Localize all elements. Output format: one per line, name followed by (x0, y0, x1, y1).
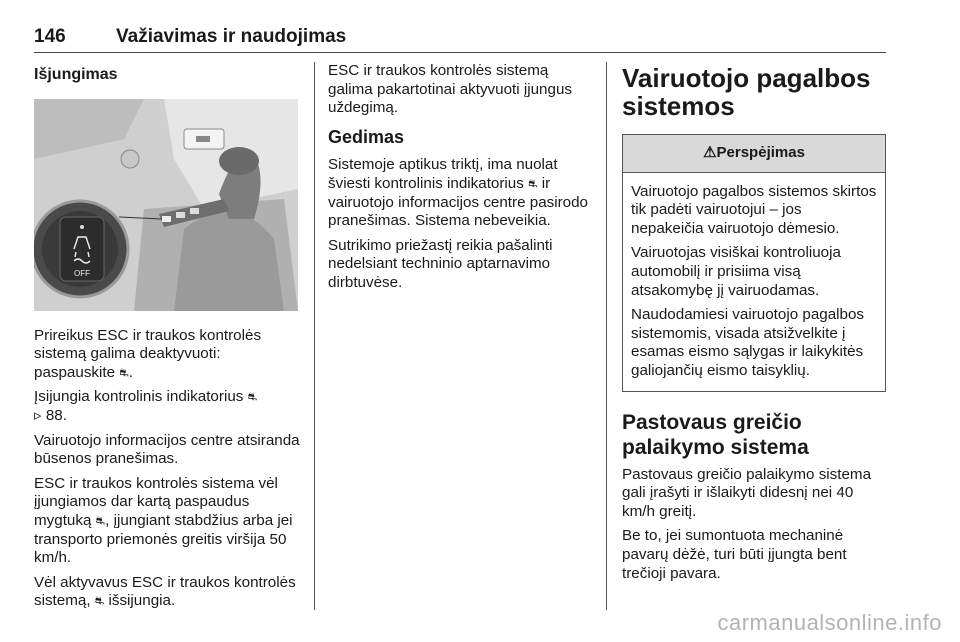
column-1 (34, 62, 302, 617)
warning-box (622, 134, 886, 392)
esc-off-icon: ⛐ (119, 366, 129, 379)
section-heading-fault: Gedimas (328, 126, 405, 147)
paragraph: Vairuotojo informacijos centre atsiranda būsenos pranešimas. (34, 431, 300, 468)
paragraph: Be to, jei sumontuota mechaninė pavarų dėžė, turi būti įjungta bent trečioji pavara. (622, 527, 847, 582)
esc-off-icon: ⛐ (95, 514, 106, 527)
page-title: Važiavimas ir naudojimas (116, 26, 347, 47)
column-divider (606, 62, 607, 610)
column-divider (314, 62, 315, 610)
warning-triangle-icon: ⚠ (703, 144, 717, 161)
paragraph: Prireikus ESC ir traukos kontrolės sistemą galima deaktyvuoti: paspauskite ⛐. (34, 326, 262, 381)
esc-fault-icon: ⛐ (528, 177, 538, 190)
paragraph: Pastovaus greičio palaikymo sistema gali įrašyti ir išlaikyti didesnį nei 40 km/h greitį. (622, 465, 872, 520)
page-reference-icon: ▹ (34, 406, 42, 424)
section-heading-cruise-control: Pastovaus greičio palaikymo sistema (622, 410, 809, 459)
paragraph: Sistemoje aptikus triktį, ima nuolat šviesti kontrolinis indikatorius ⛐ ir vairuotojo informacijos centre pasirodo pranešimas. Sistema nebeveikia. (328, 156, 589, 230)
section-heading-driver-assistance: Vairuotojo pagalbos sistemos (622, 63, 871, 121)
warning-paragraph: Naudodamiesi vairuotojo pagalbos sistemomis, visada atsižvelkite į esamas eismo sąlygas ir laikykitės galiojančių eismo taisyklių. (631, 306, 865, 379)
warning-body (623, 173, 885, 391)
warning-paragraph: Vairuotojas visiškai kontroliuoja automobilį ir prisiima visą atsakomybę jį vairuodamas. (631, 244, 841, 299)
paragraph: ESC ir traukos kontrolės sistemą galima pakartotinai aktyvuoti įjungus uždegimą. (328, 62, 572, 117)
section-heading-disable: Išjungimas (34, 66, 118, 83)
warning-paragraph: Vairuotojo pagalbos sistemos skirtos tik padėti vairuotojui – jos nepakeičia vairuotojo dėmesio. (631, 182, 877, 237)
paragraph: Sutrikimo priežastį reikia pašalinti nedelsiant techninio aptarnavimo dirbtuvėse. (328, 236, 553, 291)
watermark: carmanualsonline.info (717, 610, 942, 635)
esc-button-illustration (34, 99, 298, 311)
esc-off-icon: ⛐ (247, 391, 258, 404)
dashboard-drawing (34, 99, 298, 311)
column-2 (328, 62, 590, 299)
column-3 (622, 62, 886, 589)
button-off-label: OFF (74, 268, 90, 278)
paragraph: Vėl aktyvavus ESC ir traukos kontrolės sistemą, ⛐ išsijungia. (34, 573, 296, 610)
paragraph: Įsijungia kontrolinis indikatorius ⛐ ▹ 88. (34, 388, 258, 424)
esc-off-icon: ⛐ (94, 595, 105, 608)
page-header (34, 26, 886, 53)
page-number: 146 (34, 26, 66, 47)
paragraph: ESC ir traukos kontrolės sistema vėl įjungiamos dar kartą paspaudus mygtuką ⛐, įjungiant stabdžius arba jei transporto priemonės greitis viršija 50 km/h. (34, 474, 293, 567)
warning-header: ⚠Perspėjimas (623, 135, 885, 173)
